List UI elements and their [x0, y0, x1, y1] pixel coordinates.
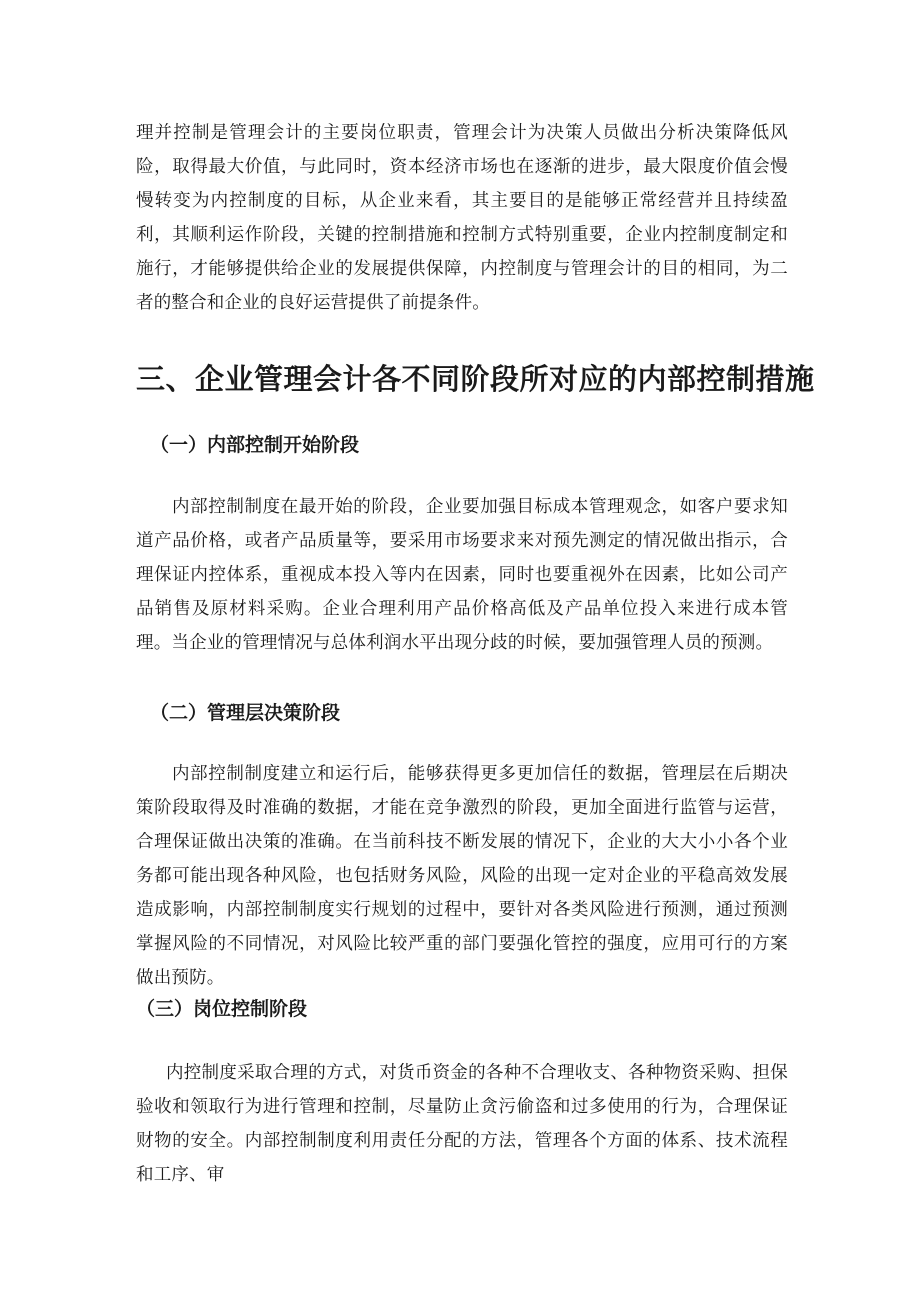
- section-heading: 三、企业管理会计各不同阶段所对应的内部控制措施: [136, 362, 815, 396]
- subsection-1-body: 内部控制制度在最开始的阶段，企业要加强目标成本管理观念，如客户要求知道产品价格，或者产品质量等，要采用市场要求来对预先测定的情况做出指示，合理保证内控体系，重视成本投入等内在因素，同时也要重视外在因素，比如公司产品销售及原材料采购。企业合理利用产品价格高低及产品单位投入来进行成本管理。当企业的管理情况与总体利润水平出现分歧的时候，要加强管理人员的预测。: [136, 497, 788, 653]
- subsection-3-title: （三）岗位控制阶段: [136, 998, 308, 1020]
- intro-paragraph: 理并控制是管理会计的主要岗位职责，管理会计为决策人员做出分析决策降低风险，取得最大价值，与此同时，资本经济市场也在逐渐的进步，最大限度价值会慢慢转变为内控制度的目标，从企业来看，其主要目的是能够正常经营并且持续盈利，其顺利运作阶段，关键的控制措施和控制方式特别重要，企业内控制度制定和施行，才能够提供给企业的发展提供保障，内控制度与管理会计的目的相同，为二者的整合和企业的良好运营提供了前提条件。: [136, 123, 788, 313]
- subsection-2-title: （二）管理层决策阶段: [150, 702, 341, 724]
- subsection-2-body: 内部控制制度建立和运行后，能够获得更多更加信任的数据，管理层在后期决策阶段取得及时准确的数据，才能在竞争激烈的阶段，更加全面进行监管与运营，合理保证做出决策的准确。在当前科技不断发展的情况下，企业的大大小小各个业务都可能出现各种风险，也包括财务风险，风险的出现一定对企业的平稳高效发展造成影响，内部控制制度实行规划的过程中，要针对各类风险进行预测，通过预测掌握风险的不同情况，对风险比较严重的部门要强化管控的强度，应用可行的方案做出预防。: [136, 764, 788, 988]
- subsection-3-body: 内控制度采取合理的方式，对货币资金的各种不合理收支、各种物资采购、担保验收和领取行为进行管理和控制，尽量防止贪污偷盗和过多使用的行为，合理保证财物的安全。内部控制制度利用责任分配的方法，管理各个方面的体系、技术流程和工序、审: [136, 1063, 788, 1185]
- subsection-1-title: （一）内部控制开始阶段: [150, 434, 360, 456]
